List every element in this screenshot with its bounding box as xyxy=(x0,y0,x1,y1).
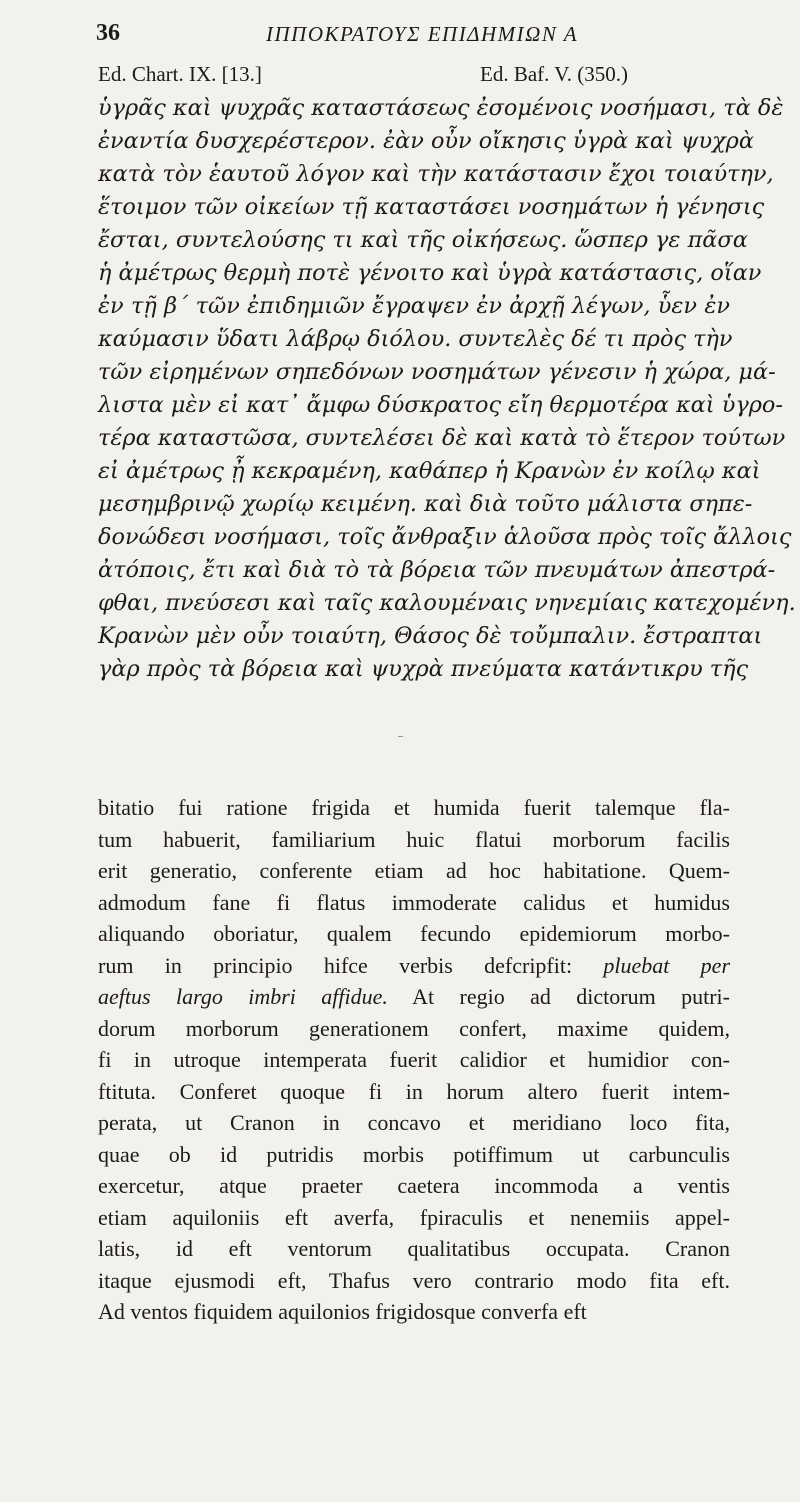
greek-line: ἔσται, συντελούσης τι καὶ τῆς οἰκήσεως. ὥσπερ γε πᾶσα xyxy=(98,227,748,253)
latin-line-mixed xyxy=(98,950,730,982)
greek-line: τέρα καταστῶσα, συντελέσει δὲ καὶ κατὰ τὸ ἕτερον τούτων xyxy=(98,425,786,451)
latin-line-rest: At regio ad dictorum putri- xyxy=(412,984,730,1009)
greek-line: τῶν εἰρημένων σηπεδόνων νοσημάτων γένεσιν ἡ χώρα, μά- xyxy=(98,359,776,385)
latin-line: aliquando oboriatur, qualem fecundo epidemiorum morbo- xyxy=(98,921,730,946)
latin-line-mixed xyxy=(98,981,730,1013)
edition-reference-basel: Ed. Baf. V. (350.) xyxy=(480,62,628,86)
edition-reference xyxy=(98,62,728,90)
greek-line: φθαι, πνεύσεσι καὶ ταῖς καλουμέναις νηνεμίαις κατεχομένη. xyxy=(98,590,796,616)
latin-line: itaque ejusmodi eft, Thafus vero contrario modo fita eft. xyxy=(98,1267,730,1293)
latin-line: latis, id eft ventorum qualitatibus occupata. Cranon xyxy=(98,1236,730,1261)
greek-line: εἰ ἀμέτρως ᾖ κεκραμένη, καθάπερ ἡ Κρανὼν ἐν κοίλῳ καὶ xyxy=(98,458,761,484)
latin-text-block xyxy=(98,792,730,1328)
latin-line: exercetur, atque praeter caetera incommoda a ventis xyxy=(98,1173,730,1198)
greek-line: Κρανὼν μὲν οὖν τοιαύτη, Θάσος δὲ τοὔμπαλιν. ἔστραπται xyxy=(98,623,763,649)
latin-line-start: rum in principio hifce verbis defcripfit: xyxy=(98,952,573,978)
greek-line: ἐν τῇ β´ τῶν ἐπιδημιῶν ἔγραψεν ἐν ἀρχῇ λέγων, ὗεν ἐν xyxy=(98,293,730,319)
latin-line: fi in utroque intemperata fuerit calidior et humidior con- xyxy=(98,1047,730,1072)
greek-line: λιστα μὲν εἰ κατ᾽ ἄμφω δύσκρατος εἴη θερμοτέρα καὶ ὑγρο- xyxy=(98,392,783,418)
greek-line: καύμασιν ὕδατι λάβρῳ διόλου. συντελὲς δέ τι πρὸς τὴν xyxy=(98,326,733,352)
greek-line: ἕτοιμον τῶν οἰκείων τῇ καταστάσει νοσημάτων ἡ γένησις xyxy=(98,194,765,220)
greek-line: ἐναντία δυσχερέστερον. ἐὰν οὖν οἴκησις ὑγρὰ καὶ ψυχρὰ xyxy=(98,128,754,154)
greek-line: ὑγρᾶς καὶ ψυχρᾶς καταστάσεως ἐσομένοις νοσήμασι, τὰ δὲ xyxy=(98,95,784,121)
latin-line: Ad ventos fiquidem aquilonios frigidosque converfa eft xyxy=(98,1299,587,1324)
greek-line: δονώδεσι νοσήμασι, τοῖς ἄνθραξιν ἁλοῦσα πρὸς τοῖς ἄλλοις xyxy=(98,524,792,550)
latin-line: perata, ut Cranon in concavo et meridiano loco fita, xyxy=(98,1110,730,1135)
latin-line: tum habuerit, familiarium huic flatui morborum facilis xyxy=(98,826,730,852)
greek-line: ἀτόποις, ἔτι καὶ διὰ τὸ τὰ βόρεια τῶν πνευμάτων ἀπεστρά- xyxy=(98,557,776,583)
greek-line: γὰρ πρὸς τὰ βόρεια καὶ ψυχρὰ πνεύματα κατάντικρυ τῆς xyxy=(98,656,749,682)
edition-reference-chartier: Ed. Chart. IX. [13.] xyxy=(98,62,262,86)
page-number: 36 xyxy=(96,20,120,46)
greek-line: ἡ ἀμέτρως θερμὴ ποτὲ γένοιτο καὶ ὑγρὰ κατάστασις, οἵαν xyxy=(98,260,762,286)
greek-line: μεσημβρινῷ χωρίῳ κειμένη. καὶ διὰ τοῦτο μάλιστα σηπε- xyxy=(98,491,753,517)
latin-line: etiam aquiloniis eft averfa, fpiraculis et nenemiis appel- xyxy=(98,1204,730,1230)
latin-line: bitatio fui ratione frigida et humida fuerit talemque fla- xyxy=(98,795,730,820)
latin-quote-italic: aeftus largo imbri affidue. xyxy=(98,984,388,1009)
latin-line: ftituta. Conferet quoque fi in horum altero fuerit intem- xyxy=(98,1078,730,1104)
latin-line: erit generatio, conferente etiam ad hoc habitatione. Quem- xyxy=(98,858,730,883)
page-header xyxy=(96,18,736,52)
latin-line: quae ob id putridis morbis potiffimum ut carbunculis xyxy=(98,1141,730,1167)
greek-text-block xyxy=(98,92,796,686)
latin-line: admodum fane fi flatus immoderate calidus et humidus xyxy=(98,889,730,915)
greek-line: κατὰ τὸν ἑαυτοῦ λόγον καὶ τὴν κατάστασιν ἔχοι τοιαύτην, xyxy=(98,161,774,187)
latin-quote-italic: pluebat per xyxy=(603,952,731,978)
latin-line: dorum morborum generationem confert, maxime quidem, xyxy=(98,1015,730,1041)
text-divider xyxy=(398,736,403,737)
running-title: ΙΠΠΟΚΡΑΤΟΥΣ ΕΠΙΔΗΜΙΩΝ Α xyxy=(266,22,579,46)
